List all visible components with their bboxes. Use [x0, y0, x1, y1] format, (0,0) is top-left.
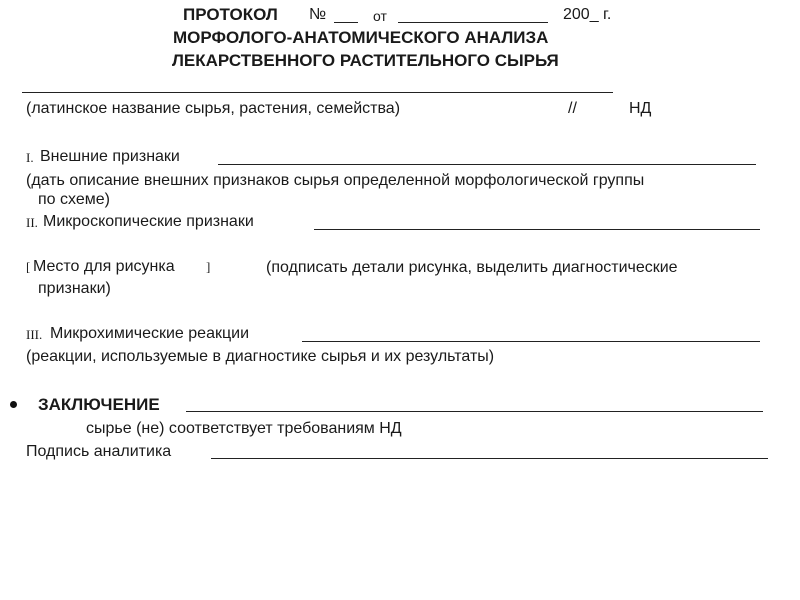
section-1-blank [218, 164, 756, 165]
section-1-hint-2: по схеме) [38, 191, 110, 208]
section-1-numeral: I. [26, 150, 34, 165]
bullet-icon [10, 401, 17, 408]
date-from-label: от [373, 8, 387, 24]
protocol-label: ПРОТОКОЛ [183, 5, 278, 24]
drawing-placeholder: Место для рисунка [33, 258, 175, 275]
conclusion-blank [186, 411, 763, 412]
section-1-title: Внешние признаки [40, 148, 180, 165]
title-line-1: МОРФОЛОГО-АНАТОМИЧЕСКОГО АНАЛИЗА [173, 28, 549, 47]
section-1-hint-1: (дать описание внешних признаков сырья определенной морфологической группы [26, 172, 645, 189]
separator: // [568, 100, 577, 117]
section-3-blank [302, 341, 760, 342]
drawing-bracket-open: [ [26, 259, 31, 274]
section-3-title: Микрохимические реакции [50, 325, 250, 342]
title-line-2: ЛЕКАРСТВЕННОГО РАСТИТЕЛЬНОГО СЫРЬЯ [172, 51, 559, 70]
year-label: 200_ г. [563, 6, 612, 23]
section-2-numeral: II. [26, 215, 38, 230]
number-blank [334, 22, 358, 23]
name-hint: (латинское название сырья, растения, семейства) [26, 100, 401, 117]
section-2-hint-1: (подписать детали рисунка, выделить диагностические [266, 259, 678, 276]
nd-label: НД [629, 100, 652, 117]
signature-label: Подпись аналитика [26, 443, 172, 460]
signature-blank [211, 458, 768, 459]
section-3-hint: (реакции, используемые в диагностике сырья и их результаты) [26, 348, 495, 365]
section-2-title: Микроскопические признаки [43, 213, 254, 230]
conclusion-label: ЗАКЛЮЧЕНИЕ [38, 395, 160, 414]
name-blank [22, 92, 613, 93]
section-3-numeral: III. [26, 327, 43, 342]
date-blank [398, 22, 548, 23]
section-2-hint-2: признаки) [38, 280, 111, 297]
number-sign: № [309, 6, 327, 23]
conclusion-text: сырье (не) соответствует требованиям НД [86, 420, 402, 437]
drawing-bracket-close: ] [206, 259, 211, 274]
section-2-blank [314, 229, 760, 230]
